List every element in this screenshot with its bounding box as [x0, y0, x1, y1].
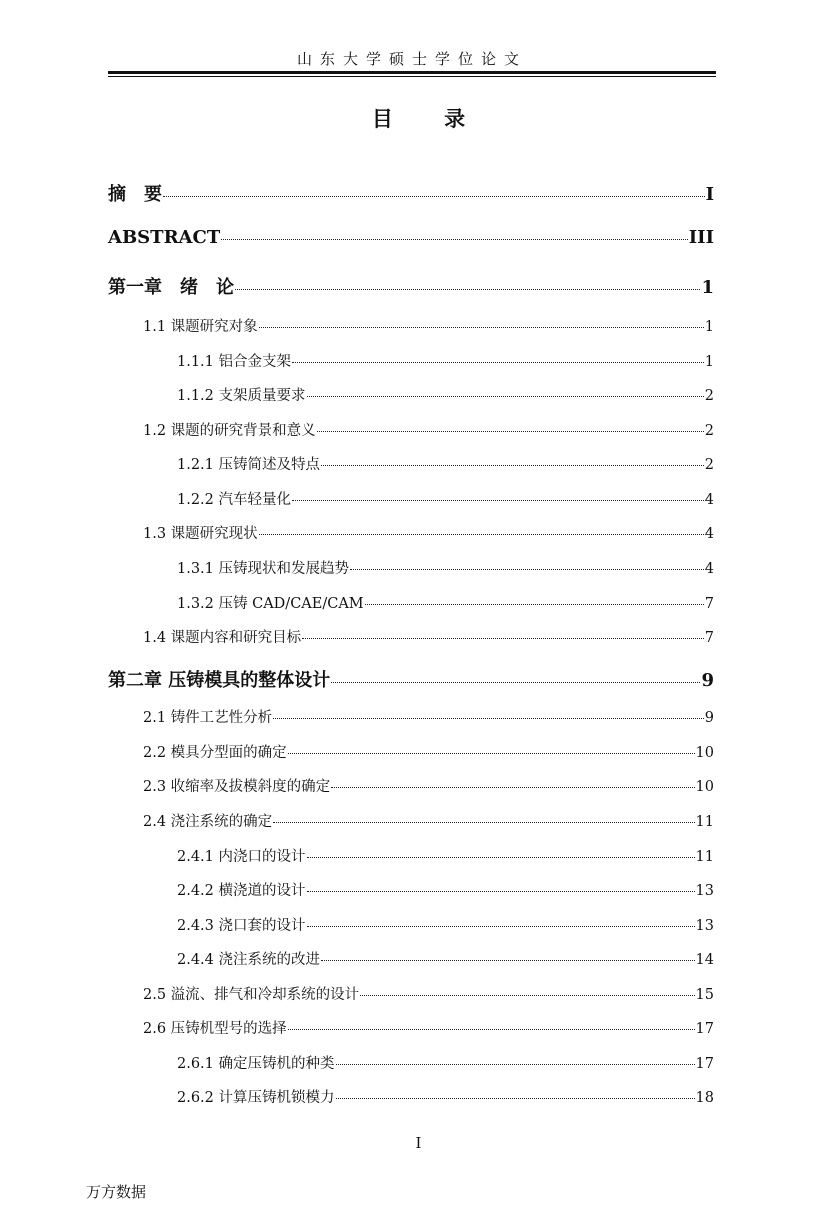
toc-entry-page: 2	[704, 388, 714, 404]
toc-entry[interactable]	[108, 180, 714, 206]
toc-leader-dots	[235, 289, 700, 290]
toc-entry-page: 4	[704, 561, 714, 577]
toc-entry-label: ABSTRACT	[108, 227, 221, 248]
toc-entry-label: 第二章 压铸模具的整体设计	[108, 670, 331, 691]
toc-leader-dots	[331, 787, 694, 788]
toc-leader-dots	[307, 857, 695, 858]
toc-entry-page: 2	[704, 457, 714, 473]
toc-leader-dots	[365, 604, 704, 605]
toc-entry-page: 7	[704, 596, 714, 612]
toc-entry-page: 7	[704, 630, 714, 646]
toc-entry-page: 10	[695, 779, 714, 795]
toc-entry[interactable]	[177, 592, 714, 613]
toc-leader-dots	[292, 362, 704, 363]
toc-entry-page: 18	[695, 1090, 714, 1106]
toc-entry[interactable]	[108, 273, 714, 299]
toc-leader-dots	[273, 718, 704, 719]
toc-entry[interactable]	[177, 1052, 714, 1073]
running-header: 山东大学硕士学位论文	[296, 50, 527, 68]
toc-entry-page: 11	[695, 849, 714, 865]
toc-entry[interactable]	[143, 419, 714, 440]
toc-leader-dots	[336, 1098, 695, 1099]
toc-entry-label: 1.1.1 铝合金支架	[177, 354, 292, 370]
toc-leader-dots	[163, 196, 705, 197]
toc-entry[interactable]	[177, 845, 714, 866]
toc-entry-label: 2.4.1 内浇口的设计	[177, 849, 306, 865]
toc-entry-label: 2.5 溢流、排气和冷却系统的设计	[143, 987, 360, 1003]
toc-entry-label: 1.3 课题研究现状	[143, 526, 258, 542]
toc-leader-dots	[321, 960, 695, 961]
toc-entry-label: 第一章 绪 论	[108, 277, 234, 298]
toc-leader-dots	[221, 239, 688, 240]
toc-entry[interactable]	[143, 706, 714, 727]
toc-leader-dots	[288, 753, 695, 754]
toc-entry[interactable]	[177, 1086, 714, 1107]
toc-entry[interactable]	[143, 1017, 714, 1038]
toc-entry[interactable]	[143, 315, 714, 336]
toc-entry-label: 1.3.1 压铸现状和发展趋势	[177, 561, 350, 577]
toc-entry[interactable]	[177, 350, 714, 371]
toc-leader-dots	[317, 431, 704, 432]
toc-entry-page: 1	[701, 277, 714, 298]
toc-title: 目 录	[371, 106, 488, 131]
toc-entry[interactable]	[177, 557, 714, 578]
toc-entry[interactable]	[177, 914, 714, 935]
toc-entry-page: 2	[704, 423, 714, 439]
page-number: I	[415, 1134, 422, 1152]
toc-entry-page: 13	[695, 883, 714, 899]
toc-leader-dots	[273, 822, 694, 823]
toc-entry-label: 2.4 浇注系统的确定	[143, 814, 273, 830]
toc-entry-page: III	[688, 227, 714, 248]
toc-entry[interactable]	[177, 879, 714, 900]
toc-entry[interactable]	[143, 626, 714, 647]
toc-entry[interactable]	[143, 741, 714, 762]
toc-leader-dots	[259, 534, 704, 535]
toc-leader-dots	[259, 327, 704, 328]
toc-entry[interactable]	[143, 983, 714, 1004]
toc-entry-label: 1.1 课题研究对象	[143, 319, 258, 335]
toc-entry-page: 10	[695, 745, 714, 761]
toc-entry-label: 2.6.1 确定压铸机的种类	[177, 1056, 335, 1072]
toc-entry-label: 1.2 课题的研究背景和意义	[143, 423, 316, 439]
toc-entry-label: 2.3 收缩率及拔模斜度的确定	[143, 779, 331, 795]
toc-entry-page: 9	[701, 670, 714, 691]
toc-leader-dots	[321, 465, 704, 466]
toc-entry-page: 4	[704, 492, 714, 508]
toc-leader-dots	[307, 396, 704, 397]
toc-entry[interactable]	[177, 384, 714, 405]
watermark-text: 万方数据	[86, 1183, 147, 1201]
toc-entry-page: 13	[695, 918, 714, 934]
toc-entry[interactable]	[143, 810, 714, 831]
toc-entry[interactable]	[143, 522, 714, 543]
toc-entry-label: 2.4.2 横浇道的设计	[177, 883, 306, 899]
toc-entry-label: 2.2 模具分型面的确定	[143, 745, 287, 761]
toc-entry-page: 17	[695, 1021, 714, 1037]
toc-entry-label: 2.4.3 浇口套的设计	[177, 918, 306, 934]
toc-entry-page: 14	[695, 952, 714, 968]
toc-entry-label: 摘 要	[108, 184, 162, 205]
toc-leader-dots	[307, 926, 695, 927]
toc-entry-label: 1.4 课题内容和研究目标	[143, 630, 302, 646]
toc-entry-page: 9	[704, 710, 714, 726]
toc-entry-page: I	[705, 184, 714, 205]
toc-entry-label: 1.1.2 支架质量要求	[177, 388, 306, 404]
toc-entry-label: 2.6 压铸机型号的选择	[143, 1021, 287, 1037]
toc-leader-dots	[288, 1029, 695, 1030]
toc-entry-page: 1	[704, 354, 714, 370]
toc-entry-label: 1.2.2 汽车轻量化	[177, 492, 292, 508]
toc-entry-label: 1.2.1 压铸简述及特点	[177, 457, 321, 473]
toc-leader-dots	[292, 500, 704, 501]
toc-leader-dots	[350, 569, 704, 570]
toc-entry-label: 2.1 铸件工艺性分析	[143, 710, 273, 726]
toc-entry[interactable]	[143, 775, 714, 796]
toc-entry[interactable]	[177, 453, 714, 474]
toc-leader-dots	[307, 891, 695, 892]
toc-entry[interactable]	[108, 666, 714, 692]
toc-entry-page: 1	[704, 319, 714, 335]
toc-entry-page: 4	[704, 526, 714, 542]
toc-entry-page: 11	[695, 814, 714, 830]
toc-entry[interactable]	[177, 488, 714, 509]
toc-leader-dots	[360, 995, 694, 996]
toc-leader-dots	[331, 682, 700, 683]
toc-entry-label: 2.6.2 计算压铸机锁模力	[177, 1090, 335, 1106]
toc-entry-page: 15	[695, 987, 714, 1003]
toc-entry-label: 2.4.4 浇注系统的改进	[177, 952, 321, 968]
toc-entry[interactable]	[108, 227, 714, 248]
toc-entry-page: 17	[695, 1056, 714, 1072]
toc-leader-dots	[302, 638, 704, 639]
toc-entry-label: 1.3.2 压铸 CAD/CAE/CAM	[177, 596, 364, 612]
toc-entry[interactable]	[177, 948, 714, 969]
toc-leader-dots	[336, 1064, 695, 1065]
